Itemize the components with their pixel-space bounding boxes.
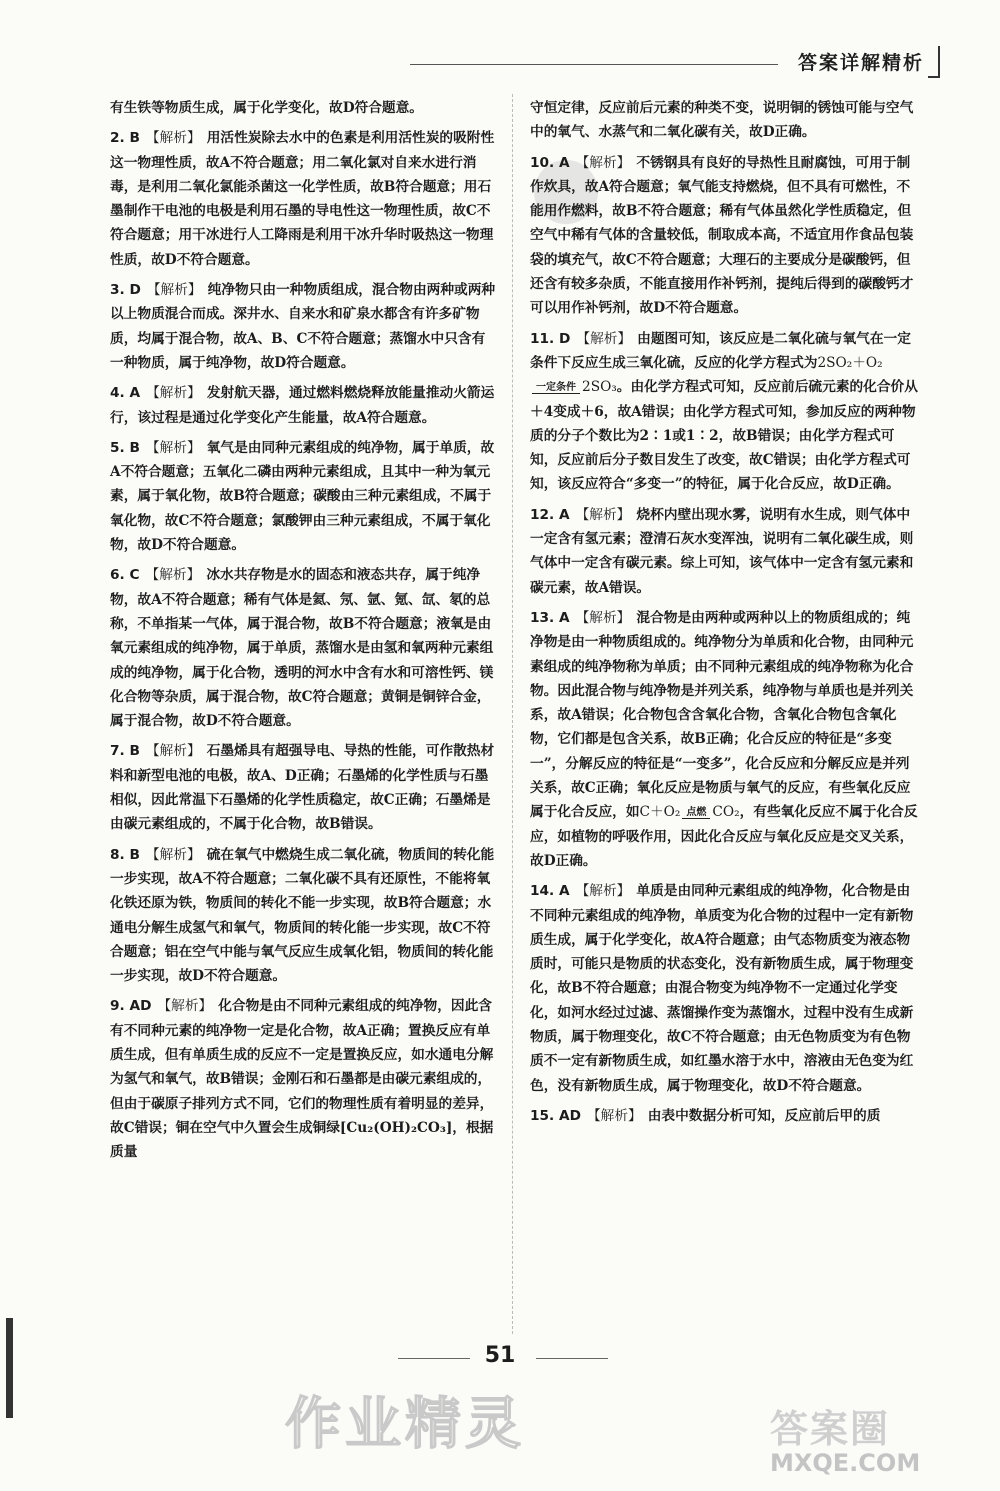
- page-number-rule-right: [536, 1358, 608, 1359]
- answer-item-15: [530, 1104, 918, 1128]
- answer-item-14: [530, 879, 918, 1098]
- answer-text: 发射航天器，通过燃料燃烧释放能量推动火箭运行，该过程是通过化学变化产生能量，故A符合题意。: [110, 385, 495, 426]
- analysis-tag: 【解析】: [146, 385, 201, 402]
- watermark-logo-name: 答案圈: [770, 1407, 891, 1451]
- answer-item-6: [110, 563, 498, 733]
- reaction-condition-label: 点燃: [682, 807, 710, 819]
- header-corner-mark: [928, 46, 940, 78]
- analysis-tag: 【解析】: [145, 130, 201, 147]
- answer-text: 单质是由同种元素组成的纯净物，化合物是由不同种元素组成的纯净物，单质变为化合物的过程中一定有新物质生成，属于化学变化，故A符合题意；由气态物质变为液态物质时，可能只是物质的状态变化，没有新物质生成，属于物理变化，故B不符合题意；由混合物变为纯净物不一定通过化学变化，如河水经过过滤、蒸馏操作变为蒸馏水，过程中没有生成新物质，属于物理变化，故C不符合题意；由无色物质变为有色物质不一定有新物质生成，如红墨水溶于水中，溶液由无色变为红色，没有新物质生成，属于物理变化，故D不符合题意。: [530, 883, 914, 1094]
- analysis-tag: 【解析】: [575, 883, 631, 900]
- answer-item-3: [110, 278, 498, 375]
- answer-text: 由表中数据分析可知，反应前后甲的质: [647, 1107, 881, 1124]
- answer-text: 有生铁等物质生成，属于化学变化，故D符合题意。: [110, 100, 423, 116]
- answer-text: 纯净物只由一种物质组成，混合物由两种或两种以上物质混合而成。深井水、自来水和矿泉水都含有许多矿物质，均属于混合物，故A、B、C不符合题意；蒸馏水中只含有一种物质，属于纯净物，故D符合题意。: [110, 282, 496, 371]
- reaction-condition: [532, 382, 580, 394]
- answer-item-4: [110, 381, 498, 430]
- answer-item-2: [110, 126, 498, 272]
- reaction-condition: [682, 807, 710, 819]
- answer-text: 石墨烯具有超强导电、导热的性能，可作散热材料和新型电池的电极，故A、D正确；石墨烯的化学性质与石墨相似，因此常温下石墨烯的化学性质稳定，故C正确；石墨烯是由碳元素组成的，不属于化合物，故B错误。: [110, 743, 495, 833]
- answer-continuation: [530, 96, 918, 145]
- analysis-tag: 【解析】: [145, 567, 201, 584]
- answer-number: 6. C: [110, 567, 140, 584]
- answer-number: 3. D: [110, 282, 141, 299]
- answer-number: 11. D: [530, 330, 571, 347]
- answer-item-7: [110, 739, 498, 836]
- answer-text: ，有些氧化反应不属于化合反应，如植物的呼吸作用，因此化合反应与氧化反应是交叉关系，故D正确。: [530, 804, 918, 869]
- header-title: 答案详解精析: [798, 52, 925, 74]
- answer-number: 5. B: [110, 439, 140, 456]
- answer-item-9: [110, 994, 498, 1164]
- answer-number: 13. A: [530, 609, 570, 626]
- answer-number: 12. A: [530, 506, 570, 523]
- page-number: 51: [484, 1343, 516, 1368]
- reaction-condition-label: 一定条件: [532, 382, 580, 394]
- answer-number: 9. AD: [110, 998, 152, 1015]
- equation-reactants: C＋O₂: [639, 804, 681, 821]
- analysis-tag: 【解析】: [157, 998, 213, 1015]
- analysis-tag: 【解析】: [145, 743, 201, 760]
- answer-text: 氧气是由同种元素组成的纯净物，属于单质，故A不符合题意；五氧化二磷由两种元素组成，且其中一种为氧元素，属于氧化物，故B符合题意；碳酸由三种元素组成，不属于氧化物，故C不符合题意；氯酸钾由三种元素组成，不属于氧化物，故D不符合题意。: [110, 439, 495, 554]
- equation-products: 2SO₃: [582, 379, 617, 396]
- answer-number: 2. B: [110, 130, 140, 147]
- analysis-tag: 【解析】: [145, 846, 201, 863]
- analysis-tag: 【解析】: [575, 506, 631, 523]
- column-divider: [512, 94, 513, 1334]
- answer-text: 不锈钢具有良好的导热性且耐腐蚀，可用于制作炊具，故A符合题意；氧气能支持燃烧，但不具有可燃性，不能用作燃料，故B不符合题意；稀有气体虽然化学性质稳定，但空气中稀有气体的含量较低，制取成本高，不适宜用作食品包装袋的填充气，故C不符合题意；大理石的主要成分是碳酸钙，但还含有较多杂质，不能直接用作补钙剂，提纯后得到的碳酸钙才可以用作补钙剂，故D不符合题意。: [530, 154, 914, 317]
- answer-item-10: [530, 151, 918, 321]
- answer-text: 守恒定律，反应前后元素的种类不变，说明铜的锈蚀可能与空气中的氧气、水蒸气和二氧化碳有关，故D正确。: [530, 100, 914, 141]
- answer-number: 14. A: [530, 883, 570, 900]
- equation-reactants: 2SO₂＋O₂: [817, 354, 883, 371]
- answer-item-8: [110, 843, 498, 989]
- analysis-tag: 【解析】: [575, 609, 631, 626]
- right-column: [530, 96, 918, 1134]
- answer-item-12: [530, 503, 918, 600]
- analysis-tag: 【解析】: [575, 154, 631, 171]
- header-rule: [410, 64, 778, 65]
- analysis-tag: 【解析】: [146, 282, 202, 299]
- analysis-tag: 【解析】: [576, 330, 632, 347]
- answer-number: 8. B: [110, 846, 140, 863]
- answer-item-11: [530, 327, 918, 497]
- left-column: [110, 96, 498, 1170]
- answer-text: 混合物是由两种或两种以上的物质组成的；纯净物是由一种物质组成的。纯净物分为单质和化合物，由同种元素组成的纯净物称为单质；由不同种元素组成的纯净物称为化合物。因此混合物与纯净物是并列关系，纯净物与单质也是并列关系，故A错误；化合物包含含氧化合物，含氧化合物包含氧化物，它们都是包含关系，故B正确；化合反应的特征是“多变一”，分解反应的特征是“一变多”，化合反应和分解反应是并列关系，故C正确；氧化反应是物质与氧气的反应，有些氧化反应属于化合反应，如: [530, 609, 914, 821]
- analysis-tag: 【解析】: [586, 1107, 642, 1124]
- scan-edge-mark: [6, 1318, 13, 1418]
- answer-item-13: [530, 606, 918, 873]
- equation-products: CO₂: [712, 804, 740, 821]
- answer-text: 由题图可知，该反应是二氧化硫与氧气在一定条件下反应生成三氧化硫，反应的化学方程式为: [530, 330, 911, 371]
- watermark-text: 作业精灵: [285, 1392, 525, 1457]
- answer-text: 用活性炭除去水中的色素是利用活性炭的吸附性这一物理性质，故A不符合题意；用二氧化氯对自来水进行消毒，是利用二氧化氯能杀菌这一化学性质，故B符合题意；用石墨制作干电池的电极是利用石墨的导电性这一物理性质，故C不符合题意；用干冰进行人工降雨是利用干冰升华时吸热这一物理性质，故D不符合题意。: [110, 130, 495, 268]
- answer-text: 烧杯内壁出现水雾，说明有水生成，则气体中一定含有氢元素；澄清石灰水变浑浊，说明有二氧化碳生成，则气体中一定含有碳元素。综上可知，该气体中一定含有氢元素和碳元素，故A错误。: [530, 506, 914, 596]
- answer-item-5: [110, 436, 498, 557]
- answer-continuation: [110, 96, 498, 120]
- watermark-logo-url: MXQE.COM: [770, 1449, 921, 1477]
- answer-text: 化合物是由不同种元素组成的纯净物，因此含有不同种元素的纯净物一定是化合物，故A正确；置换反应有单质生成，但有单质生成的反应不一定是置换反应，如水通电分解为氢气和氧气，故B错误；金刚石和石墨都是由碳元素组成的，但由于碳原子排列方式不同，它们的物理性质有着明显的差异，故C错误；铜在空气中久置会生成铜绿[Cu₂(OH)₂CO₃]，根据质量: [110, 998, 494, 1161]
- watermark-logo: [770, 1398, 978, 1482]
- answer-number: 4. A: [110, 385, 141, 402]
- answer-text: 硫在氧气中燃烧生成二氧化硫，物质间的转化能一步实现，故A不符合题意；二氧化碳不具有还原性，不能将氧化铁还原为铁，物质间的转化不能一步实现，故B符合题意；水通电分解生成氢气和氧气，物质间的转化能一步实现，故C不符合题意；铝在空气中能与氧气反应生成氧化铝，物质间的转化能一步实现，故D不符合题意。: [110, 846, 495, 985]
- answer-text: 。由化学方程式可知，反应前后硫元素的化合价从＋4变成＋6，故A错误；由化学方程式可知，参加反应的两种物质的分子个数比为2∶1或1∶2，故B错误；由化学方程式可知，反应前后分子数目发生了改变，故C错误；由化学方程式可知，该反应符合“多变一”的特征，属于化合反应，故D正确。: [530, 379, 918, 493]
- analysis-tag: 【解析】: [145, 439, 201, 456]
- answer-number: 10. A: [530, 154, 570, 171]
- answer-number: 7. B: [110, 743, 140, 760]
- answer-text: 冰水共存物是水的固态和液态共存，属于纯净物，故A不符合题意；稀有气体是氦、氖、氩、氪、氙、氡的总称，不单指某一气体，属于混合物，故B不符合题意；液氧是由氧元素组成的纯净物，属于单质，蒸馏水是由氢和氧两种元素组成的纯净物，属于化合物，透明的河水中含有水和可溶性钙、镁化合物等杂质，属于混合物，故C符合题意；黄铜是铜锌合金，属于混合物，故D不符合题意。: [110, 567, 494, 730]
- answer-number: 15. AD: [530, 1107, 581, 1124]
